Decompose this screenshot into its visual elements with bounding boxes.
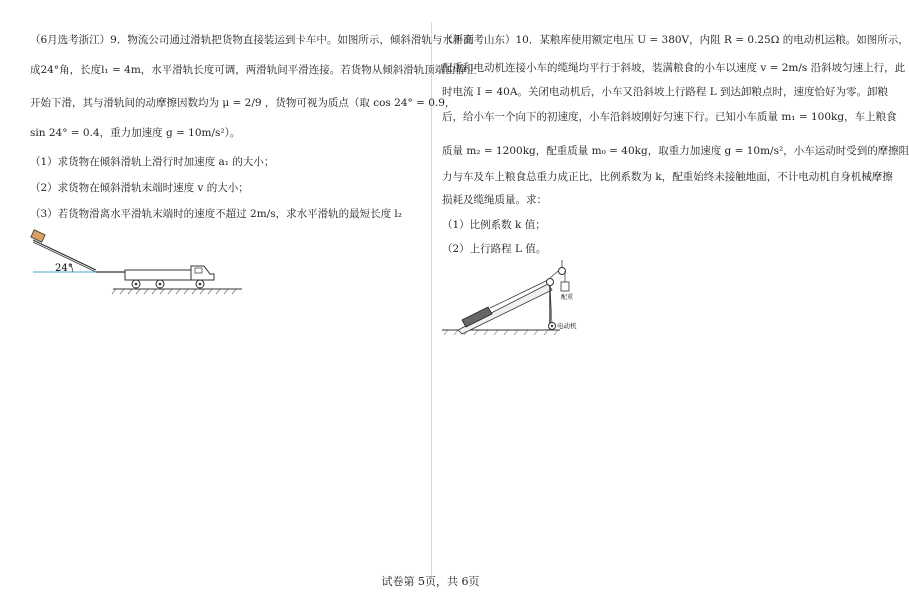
q9-line-1: （6月选考浙江）9．物流公司通过滑轨把货物直接装运到卡车中。如图所示，倾斜滑轨与水平面 [30, 34, 474, 46]
angle-label: 24° [55, 263, 73, 274]
q10-line-4: 后，给小车一个向下的初速度，小车沿斜坡刚好匀速下行。已知小车质量 m₁ = 100kg，车上粮食 [442, 111, 897, 123]
q9-line-3: 开始下滑，其与滑轨间的动摩擦因数均为 μ = 2/9 ，货物可视为质点（取 cos 24° = 0.9， [30, 97, 456, 109]
q9-sub-3: （3）若货物滑离水平滑轨末端时的速度不超过 2m/s，求水平滑轨的最短长度 l₂ [30, 208, 402, 220]
page-footer: 试卷第 5页，共 6页 [381, 575, 480, 588]
counterweight-label: 配重 [561, 294, 574, 301]
q10-line-6: 力与车及车上粮食总重力成正比，比例系数为 k，配重始终未接触地面，不计电动机自身机械摩擦 [442, 171, 893, 183]
q10-sub-1: （1）比例系数 k 值； [442, 219, 546, 231]
q9-line-4: sin 24° = 0.4，重力加速度 g = 10m/s²）。 [30, 127, 241, 139]
q10-line-7: 损耗及缆绳质量。求： [442, 194, 547, 206]
q9-sub-2: （2）求货物在倾斜滑轨末端时速度 v 的大小； [30, 182, 249, 194]
q10-line-5: 质量 m₂ = 1200kg，配重质量 m₀ = 40kg，取重力加速度 g = 10m/s²，小车运动时受到的摩擦阻 [442, 145, 909, 157]
q10-line-2: 配重和电动机连接小车的缆绳均平行于斜坡，装满粮食的小车以速度 v = 2m/s 沿斜坡匀速上行，此 [442, 62, 906, 74]
motor-label: 电动机 [557, 322, 577, 330]
q9-line-2: 成24°角，长度l₁ = 4m，水平滑轨长度可调，两滑轨间平滑连接。若货物从倾斜滑轨顶端由静止 [30, 64, 477, 76]
q10-line-1: （新高考山东）10．某粮库使用额定电压 U = 380V，内阻 R = 0.25Ω 的电动机运粮。如图所示， [442, 34, 909, 46]
q10-figure [440, 258, 600, 340]
q9-sub-1: （1）求货物在倾斜滑轨上滑行时加速度 a₁ 的大小； [30, 156, 275, 168]
q10-line-3: 时电流 I = 40A。关闭电动机后，小车又沿斜坡上行路程 L 到达卸粮点时，速度恰好为零。卸粮 [442, 86, 889, 98]
q9-figure [28, 228, 248, 300]
q10-sub-2: （2）上行路程 L 值。 [442, 243, 547, 255]
